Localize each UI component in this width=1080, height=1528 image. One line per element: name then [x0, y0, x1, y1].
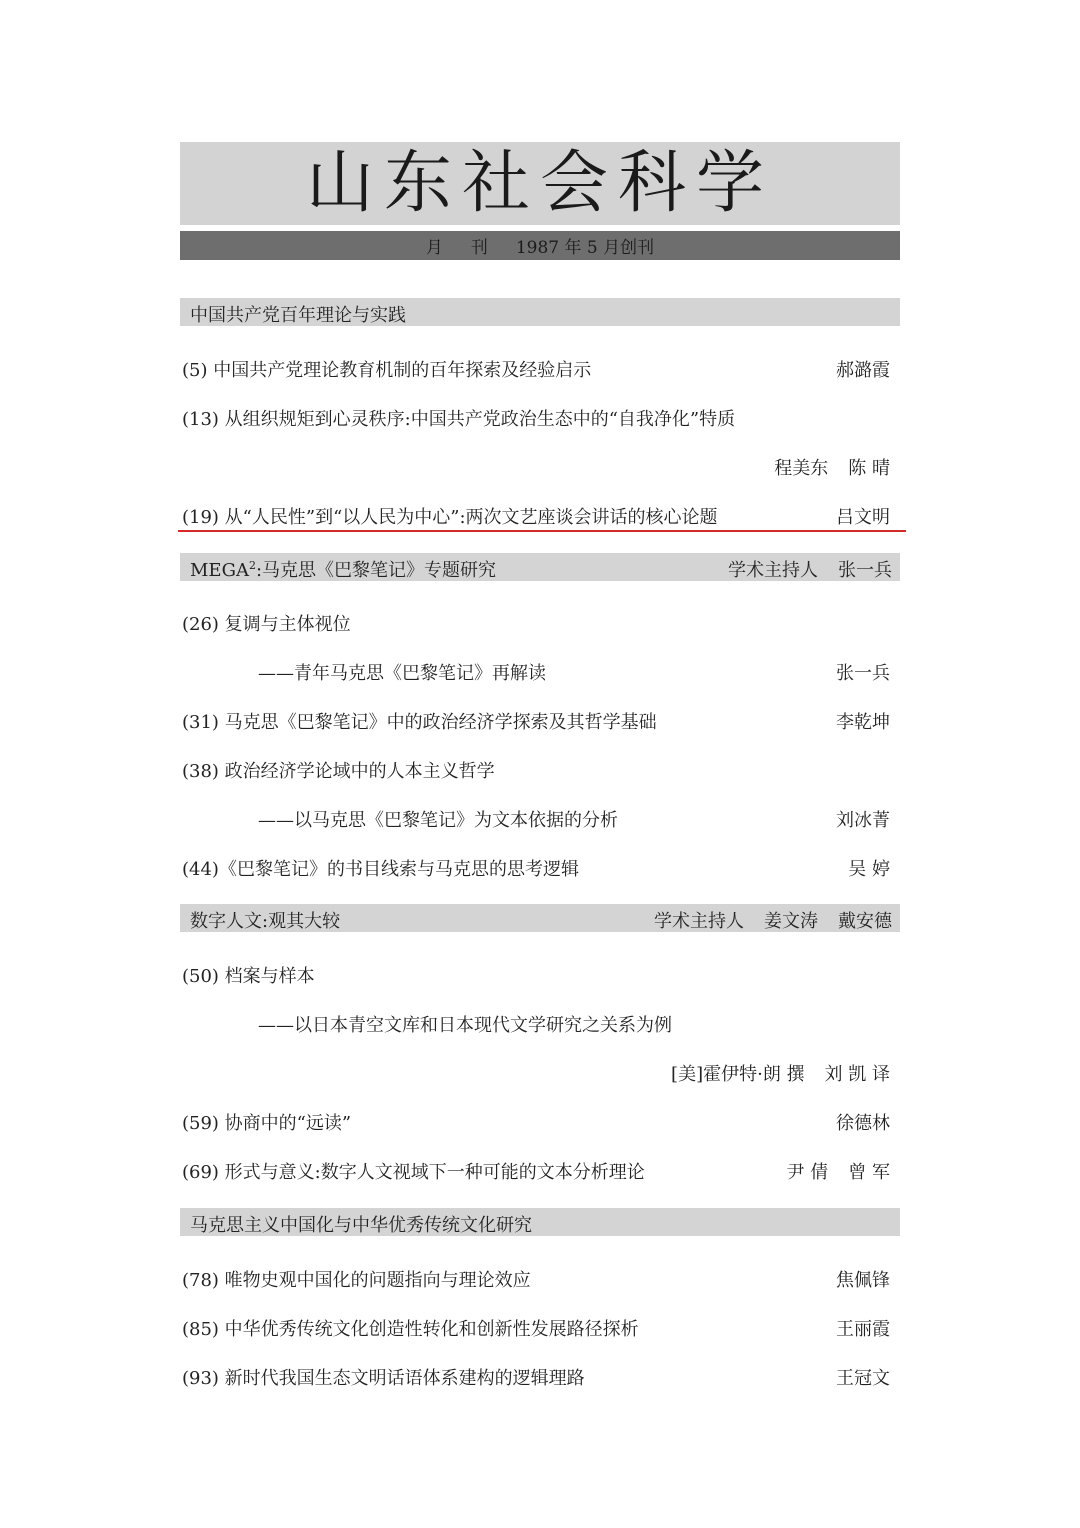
host-label: 学术主持人	[654, 911, 744, 932]
journal-title: 山东社会科学	[305, 143, 774, 223]
article-authors	[816, 1315, 890, 1341]
toc-row[interactable]	[180, 1360, 900, 1390]
section-header	[180, 1208, 900, 1236]
article-subtitle: ——以马克思《巴黎笔记》为文本依据的分析	[258, 810, 618, 831]
author: 陈 晴	[848, 458, 890, 479]
host-name: 张一兵	[838, 560, 892, 581]
author: 郝潞霞	[836, 360, 890, 381]
article-authors	[816, 1109, 890, 1135]
article-authors	[816, 659, 890, 685]
author: 尹 倩	[786, 1162, 829, 1183]
author: 吕文明	[836, 507, 890, 528]
article-authors	[816, 356, 890, 382]
article-title: (5) 中国共产党理论教育机制的百年探索及经验启示	[182, 360, 592, 381]
host-name: 姜文涛	[764, 911, 818, 932]
article-title: (59) 协商中的“远读”	[182, 1113, 352, 1134]
author: 曾 军	[848, 1162, 890, 1183]
author: 李乾坤	[836, 712, 890, 733]
toc-row	[180, 450, 900, 480]
article-authors	[816, 1364, 890, 1390]
toc-row[interactable]	[180, 802, 900, 832]
section-title: MEGA$^2$:马克思《巴黎笔记》专题研究	[190, 559, 497, 581]
article-subtitle: ——以日本青空文库和日本现代文学研究之关系为例	[258, 1015, 672, 1036]
toc-row	[180, 1056, 900, 1086]
toc-row[interactable]	[180, 352, 900, 382]
article-authors	[816, 806, 890, 832]
author: 程美东	[774, 458, 829, 479]
author: 张一兵	[836, 663, 890, 684]
section-header	[180, 553, 900, 581]
author: [美]霍伊特·朗 撰	[671, 1064, 805, 1085]
author: 吴 婷	[848, 859, 890, 880]
section-title: 马克思主义中国化与中华优秀传统文化研究	[190, 1215, 532, 1236]
article-authors	[767, 1158, 890, 1184]
article-authors	[816, 1266, 890, 1292]
subbar-monthly: 月	[425, 238, 443, 258]
article-title: (19) 从“人民性”到“以人民为中心”:两次文艺座谈会讲话的核心论题	[182, 507, 718, 528]
author: 王丽霞	[836, 1319, 890, 1340]
toc-row[interactable]	[180, 1105, 900, 1135]
article-authors	[816, 708, 890, 734]
author: 焦佩锋	[836, 1270, 890, 1291]
section-host	[634, 907, 892, 933]
toc-row[interactable]	[180, 1311, 900, 1341]
article-subtitle: ——青年马克思《巴黎笔记》再解读	[258, 663, 546, 684]
toc-row[interactable]	[180, 1154, 900, 1184]
masthead-subbar	[180, 231, 900, 260]
section-host	[708, 556, 892, 582]
section-title: 数字人文:观其大较	[190, 911, 341, 932]
toc-row[interactable]	[180, 655, 900, 685]
article-authors	[828, 855, 890, 881]
article-title: (78) 唯物史观中国化的问题指向与理论效应	[182, 1270, 531, 1291]
author: 刘冰菁	[836, 810, 890, 831]
section-title: 中国共产党百年理论与实践	[190, 305, 406, 326]
highlight-underline	[178, 530, 906, 532]
article-title: (50) 档案与样本	[182, 966, 315, 987]
toc-row[interactable]	[180, 1007, 900, 1037]
toc-row[interactable]	[180, 753, 900, 783]
section-header	[180, 904, 900, 932]
toc-row[interactable]	[180, 958, 900, 988]
article-authors	[816, 503, 890, 529]
toc-row[interactable]	[180, 704, 900, 734]
article-title: (13) 从组织规矩到心灵秩序:中国共产党政治生态中的“自我净化”特质	[182, 409, 736, 430]
article-authors	[651, 1060, 890, 1086]
host-name: 戴安德	[838, 911, 892, 932]
article-title: (93) 新时代我国生态文明话语体系建构的逻辑理路	[182, 1368, 585, 1389]
masthead	[180, 142, 900, 225]
translator: 刘 凯 译	[824, 1064, 890, 1085]
toc-row[interactable]	[180, 1262, 900, 1292]
author: 王冠文	[836, 1368, 890, 1389]
article-title: (26) 复调与主体视位	[182, 614, 351, 635]
article-title: (44)《巴黎笔记》的书目线索与马克思的思考逻辑	[182, 859, 579, 880]
host-label: 学术主持人	[728, 560, 818, 581]
subbar-kan: 刊	[470, 238, 488, 258]
toc-row[interactable]	[180, 606, 900, 636]
section-header	[180, 298, 900, 326]
toc-row[interactable]	[180, 401, 900, 431]
article-title: (38) 政治经济学论域中的人本主义哲学	[182, 761, 495, 782]
toc-row[interactable]	[180, 499, 900, 529]
article-authors	[754, 454, 890, 480]
author: 徐德林	[836, 1113, 890, 1134]
toc-row[interactable]	[180, 851, 900, 881]
article-title: (69) 形式与意义:数字人文视域下一种可能的文本分析理论	[182, 1162, 645, 1183]
article-title: (85) 中华优秀传统文化创造性转化和创新性发展路径探析	[182, 1319, 639, 1340]
article-title: (31) 马克思《巴黎笔记》中的政治经济学探索及其哲学基础	[182, 712, 657, 733]
subbar-founded: 1987 年 5 月创刊	[515, 238, 655, 258]
